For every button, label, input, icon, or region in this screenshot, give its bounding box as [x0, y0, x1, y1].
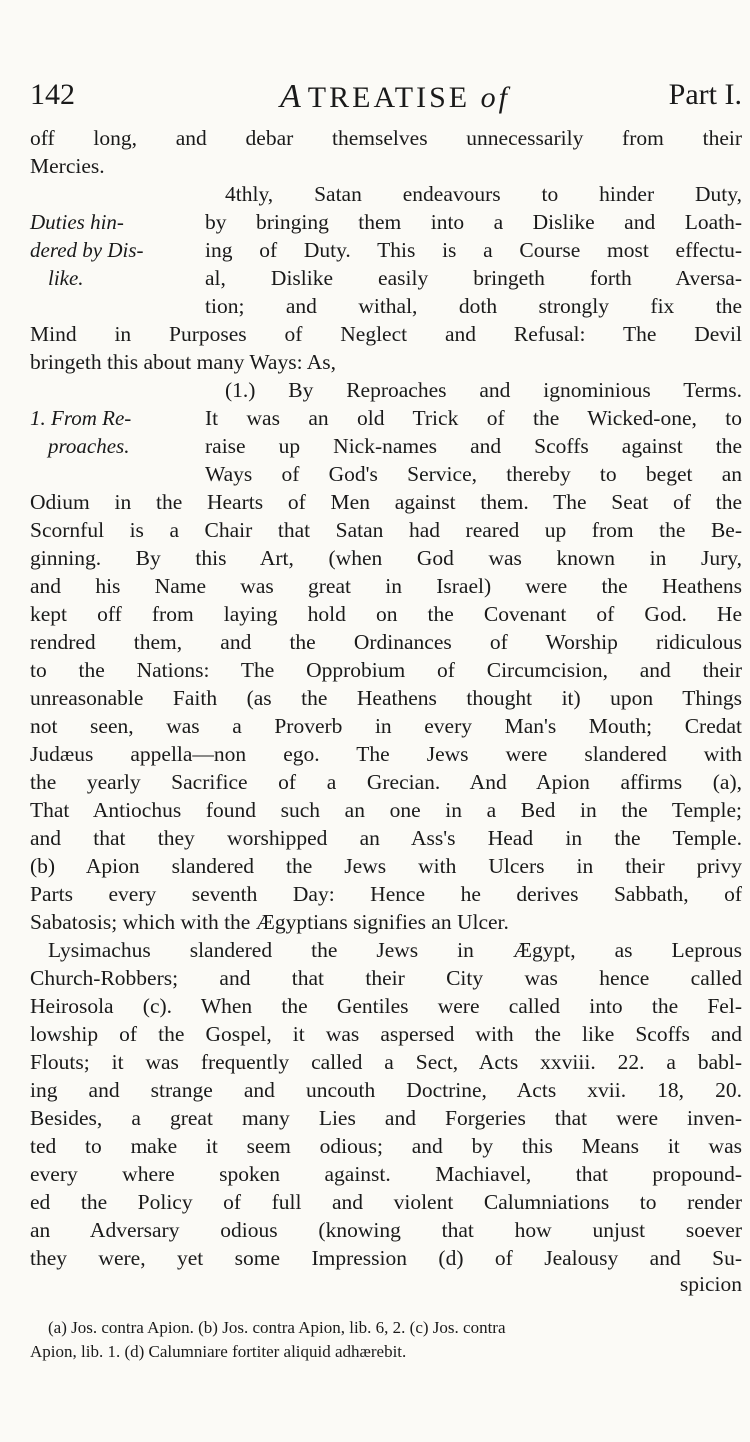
- text-line: Heirosola (c). When the Gentiles were called into the Fel-: [30, 994, 742, 1018]
- text-line: Scornful is a Chair that Satan had reared up from the Be-: [30, 518, 742, 542]
- text-line: Sabatosis; which with the Ægyptians signifies an Ulcer.: [30, 910, 509, 934]
- margin-note: like.: [48, 266, 84, 290]
- text-line: they were, yet some Impression (d) of Jealousy and Su-: [30, 1246, 742, 1270]
- title-initial: A: [280, 78, 304, 115]
- text-line: bringeth this about many Ways: As,: [30, 350, 337, 374]
- text-line: unreasonable Faith (as the Heathens thought it) upon Things: [30, 686, 742, 710]
- text-line: (1.) By Reproaches and ignominious Terms.: [225, 378, 742, 402]
- margin-note: proaches.: [48, 434, 130, 458]
- text-line: and his Name was great in Israel) were the Heathens: [30, 574, 742, 598]
- text-line: Mercies.: [30, 154, 105, 178]
- text-line: Judæus appella—non ego. The Jews were slandered with: [30, 742, 742, 766]
- text-line: Flouts; it was frequently called a Sect, Acts xxviii. 22. a babl-: [30, 1050, 742, 1074]
- text-line: ing and strange and uncouth Doctrine, Acts xvii. 18, 20.: [30, 1078, 742, 1102]
- text-line: It was an old Trick of the Wicked-one, to: [205, 406, 742, 430]
- text-line: al, Dislike easily bringeth forth Aversa-: [205, 266, 742, 290]
- text-line: an Adversary odious (knowing that how unjust soever: [30, 1218, 742, 1242]
- margin-note: 1. From Re-: [30, 406, 132, 430]
- text-line: kept off from laying hold on the Covenant of God. He: [30, 602, 742, 626]
- running-header: [30, 78, 742, 122]
- catchword: spicion: [679, 1272, 742, 1296]
- text-line: to the Nations: The Opprobium of Circumcision, and their: [30, 658, 742, 682]
- footnote-line: Apion, lib. 1. (d) Calumniare fortiter aliquid adhærebit.: [30, 1342, 407, 1361]
- text-line: raise up Nick-names and Scoffs against the: [205, 434, 742, 458]
- text-line: ing of Duty. This is a Course most effectu-: [205, 238, 742, 262]
- text-line: by bringing them into a Dislike and Loath-: [205, 210, 742, 234]
- text-line: Besides, a great many Lies and Forgeries that were inven-: [30, 1106, 742, 1130]
- text-line: Parts every seventh Day: Hence he derives Sabbath, of: [30, 882, 742, 906]
- text-line: Odium in the Hearts of Men against them. The Seat of the: [30, 490, 742, 514]
- text-line: not seen, was a Proverb in every Man's Mouth; Credat: [30, 714, 742, 738]
- text-line: 4thly, Satan endeavours to hinder Duty,: [225, 182, 742, 206]
- text-line: every where spoken against. Machiavel, that propound-: [30, 1162, 742, 1186]
- title-of: of: [480, 81, 510, 114]
- text-line: Church-Robbers; and that their City was hence called: [30, 966, 742, 990]
- margin-note: dered by Dis-: [30, 238, 144, 262]
- text-line: ginning. By this Art, (when God was known in Jury,: [30, 546, 742, 570]
- text-line: and that they worshipped an Ass's Head in the Temple.: [30, 826, 742, 850]
- text-line: ted to make it seem odious; and by this Means it was: [30, 1134, 742, 1158]
- text-line: Ways of God's Service, thereby to beget an: [205, 462, 742, 486]
- page-number: 142: [30, 78, 75, 111]
- footnote-line: (a) Jos. contra Apion. (b) Jos. contra Apion, lib. 6, 2. (c) Jos. contra: [48, 1318, 506, 1337]
- text-line: lowship of the Gospel, it was aspersed with the like Scoffs and: [30, 1022, 742, 1046]
- text-line: tion; and withal, doth strongly fix the: [205, 294, 742, 318]
- text-line: Lysimachus slandered the Jews in Ægypt, as Leprous: [48, 938, 742, 962]
- running-title: [280, 78, 510, 116]
- text-line: That Antiochus found such an one in a Bed in the Temple;: [30, 798, 742, 822]
- text-line: (b) Apion slandered the Jews with Ulcers in their privy: [30, 854, 742, 878]
- text-line: the yearly Sacrifice of a Grecian. And Apion affirms (a),: [30, 770, 742, 794]
- text-line: rendred them, and the Ordinances of Worship ridiculous: [30, 630, 742, 654]
- title-word: TREATISE: [307, 81, 471, 114]
- text-line: Mind in Purposes of Neglect and Refusal: The Devil: [30, 322, 742, 346]
- margin-note: Duties hin-: [30, 210, 124, 234]
- part-label: Part I.: [668, 78, 742, 111]
- text-line: ed the Policy of full and violent Calumniations to render: [30, 1190, 742, 1214]
- text-line: off long, and debar themselves unnecessarily from their: [30, 126, 742, 150]
